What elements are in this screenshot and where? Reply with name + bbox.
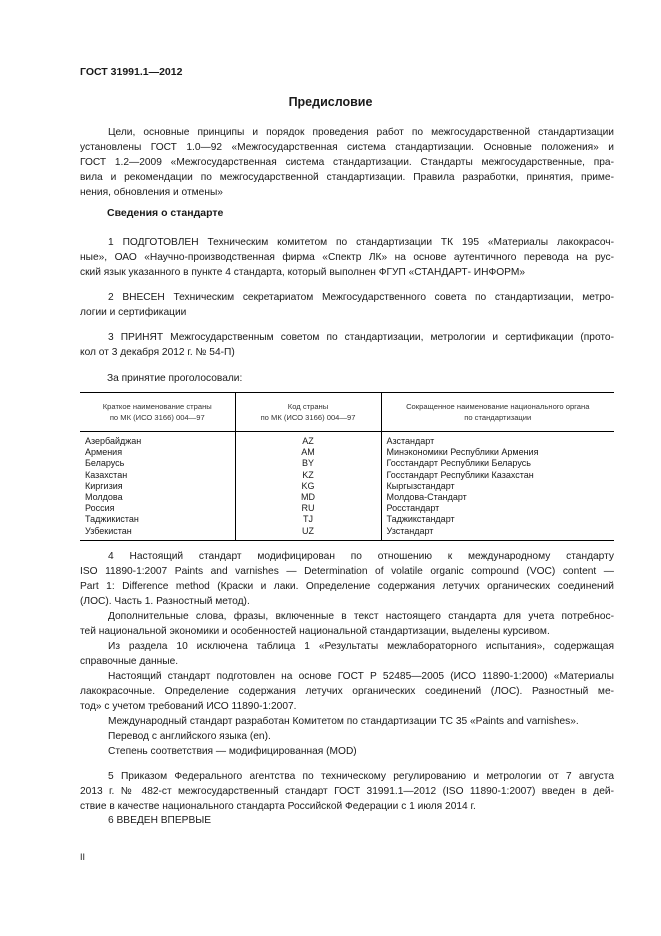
column-header-code: Код страны по МК (ИСО 3166) 004—97 bbox=[235, 393, 381, 432]
text-line: Part 1: Difference method (Краски и лаки. Определение содержания летучих органических соединений bbox=[80, 581, 614, 592]
item-4-paragraph bbox=[80, 549, 614, 759]
body-cell: Молдова-Стандарт bbox=[381, 492, 614, 503]
text-line: тей национальной экономики и особенностей национальной стандартизации, выделены курсивом. bbox=[80, 626, 550, 637]
body-cell: Росстандарт bbox=[381, 503, 614, 514]
country-cell: Казахстан bbox=[85, 469, 128, 480]
text-line: справочные данные. bbox=[80, 656, 179, 667]
body-cell: Госстандарт Республики Беларусь bbox=[381, 458, 614, 469]
text-line: ствие в качестве национального стандарта Российской Федерации с 1 июля 2014 г. bbox=[80, 801, 476, 812]
code-cell: BY bbox=[235, 458, 381, 469]
code-cell: MD bbox=[235, 492, 381, 503]
table-row bbox=[80, 503, 614, 514]
item-1-paragraph bbox=[80, 235, 614, 280]
text-line: ISO 11890-1:2007 Paints and varnishes — Determination of volatile organic compound (VOC) content — bbox=[80, 566, 614, 577]
text-line: 6 ВВЕДЕН ВПЕРВЫЕ bbox=[108, 815, 212, 826]
table-row bbox=[80, 481, 614, 492]
text-line: тод» с учетом требований ИСО 11890-1:2007. bbox=[80, 701, 297, 712]
text-line: (ЛОС). Часть 1. Разностный метод). bbox=[80, 596, 250, 607]
table-row bbox=[80, 514, 614, 525]
text-line: 5 Приказом Федерального агентства по техническому регулированию и метрологии от 7 августа bbox=[108, 771, 614, 782]
country-cell: Беларусь bbox=[85, 458, 125, 469]
table-row bbox=[80, 526, 614, 541]
text-line: 1 ПОДГОТОВЛЕН Техническим комитетом по стандартизации ТК 195 «Материалы лакокрасоч- bbox=[108, 237, 614, 248]
body-cell: Узстандарт bbox=[381, 526, 614, 541]
text-line: нения, обновления и отмены» bbox=[80, 187, 223, 198]
table-row bbox=[80, 447, 614, 458]
table-row bbox=[80, 458, 614, 469]
code-cell: RU bbox=[235, 503, 381, 514]
text-line: Степень соответствия — модифицированная (MOD) bbox=[108, 746, 357, 757]
body-cell: Таджикстандарт bbox=[381, 514, 614, 525]
text-line: Настоящий стандарт подготовлен на основе ГОСТ Р 52485—2005 (ИСО 11890-1:2000) «Материалы bbox=[108, 671, 614, 682]
column-header-country: Краткое наименование страны по МК (ИСО 3166) 004—97 bbox=[80, 393, 235, 432]
text-line: ский язык указанного в пункте 4 стандарта, который выполнен ФГУП «СТАНДАРТ- ИНФОРМ» bbox=[80, 267, 525, 278]
text-line: Цели, основные принципы и порядок проведения работ по межгосударственной стандартизации bbox=[108, 127, 614, 138]
table-row bbox=[80, 432, 614, 448]
code-cell: AM bbox=[235, 447, 381, 458]
text-line: ные», ОАО «Научно-производственная фирма «Спектр ЛК» на основе аутентичного перевода на рус- bbox=[80, 252, 614, 263]
document-code: ГОСТ 31991.1—2012 bbox=[80, 66, 183, 78]
text-line: вила и рекомендации по межгосударственной стандартизации. Правила разработки, принятия, приме- bbox=[80, 172, 614, 183]
country-cell: Молдова bbox=[85, 492, 123, 503]
country-cell: Киргизия bbox=[85, 480, 123, 491]
country-cell: Армения bbox=[85, 447, 123, 458]
table-row bbox=[80, 492, 614, 503]
column-header-body: Сокращенное наименование национального органа по стандартизации bbox=[381, 393, 614, 432]
text-line: лакокрасочные. Определение содержания летучих органических соединений (ЛОС). Разностный ме- bbox=[80, 686, 614, 697]
text-line: 3 ПРИНЯТ Межгосударственным советом по стандартизации, метрологии и сертификации (прото- bbox=[108, 332, 614, 343]
table-row bbox=[80, 470, 614, 481]
text-line: 4 Настоящий стандарт модифицирован по отношению к международному стандарту bbox=[108, 551, 614, 562]
item-5-paragraph bbox=[80, 769, 614, 814]
member-states-table bbox=[80, 392, 614, 541]
country-cell: Россия bbox=[85, 503, 115, 514]
country-cell: Узбекистан bbox=[80, 526, 235, 541]
code-cell: UZ bbox=[235, 526, 381, 541]
intro-paragraph bbox=[80, 125, 614, 200]
text-line: логии и сертификации bbox=[80, 307, 187, 318]
body-cell: Госстандарт Республики Казахстан bbox=[381, 470, 614, 481]
table-header-row bbox=[80, 393, 614, 432]
text-line: Перевод с английского языка (en). bbox=[108, 731, 271, 742]
page-number: II bbox=[80, 852, 86, 862]
text-line: 2013 г. № 482-ст межгосударственный стандарт ГОСТ 31991.1—2012 (ISO 11890-1:2007) введен в дей- bbox=[80, 786, 614, 797]
text-line: Из раздела 10 исключена таблица 1 «Результаты межлабораторного испытания», содержащая bbox=[108, 641, 614, 652]
item-2-paragraph bbox=[80, 290, 614, 320]
text-line: Международный стандарт разработан Комитетом по стандартизации ТС 35 «Paints and varnishes». bbox=[108, 716, 579, 727]
section-title: Сведения о стандарте bbox=[107, 207, 224, 219]
code-cell: TJ bbox=[235, 514, 381, 525]
text-line: 2 ВНЕСЕН Техническим секретариатом Межгосударственного совета по стандартизации, метро- bbox=[108, 292, 614, 303]
page-title: Предисловие bbox=[288, 95, 373, 109]
text-line: ГОСТ 1.2—2009 «Межгосударственная система стандартизации. Стандарты межгосударственные, пра- bbox=[80, 157, 614, 168]
text-line: Дополнительные слова, фразы, включенные в текст настоящего стандарта для учета потребнос- bbox=[108, 611, 614, 622]
item-3-paragraph bbox=[80, 330, 614, 360]
code-cell: KG bbox=[235, 481, 381, 492]
item-6-paragraph bbox=[80, 813, 614, 828]
text-line: установлены ГОСТ 1.0—92 «Межгосударственная система стандартизации. Основные положения» и bbox=[80, 142, 614, 153]
body-cell: Азстандарт bbox=[381, 432, 614, 448]
body-cell: Минэкономики Республики Армения bbox=[381, 447, 614, 458]
body-cell: Кыргызстандарт bbox=[381, 481, 614, 492]
code-cell: AZ bbox=[235, 432, 381, 448]
country-cell: Таджикистан bbox=[85, 514, 139, 525]
text-line: кол от 3 декабря 2012 г. № 54-П) bbox=[80, 347, 235, 358]
country-cell: Азербайджан bbox=[85, 436, 142, 446]
vote-label: За принятие проголосовали: bbox=[107, 373, 243, 384]
code-cell: KZ bbox=[235, 470, 381, 481]
